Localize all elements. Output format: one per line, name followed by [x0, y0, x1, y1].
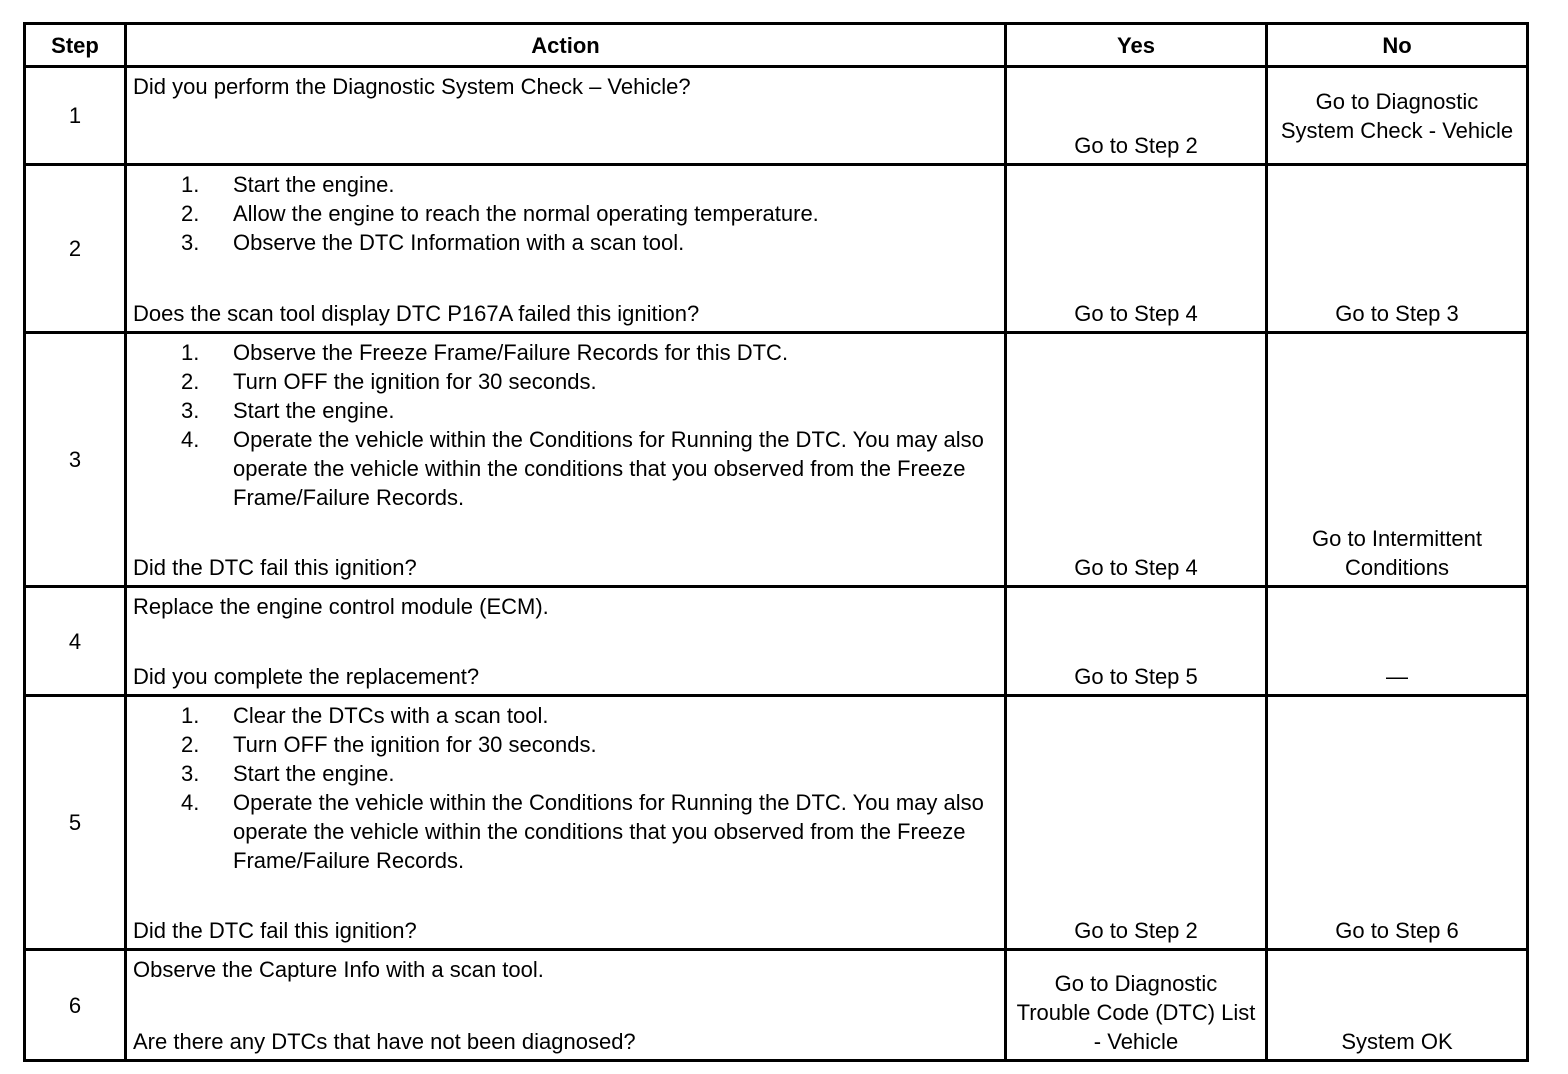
step-number: 2: [25, 165, 126, 333]
action-question: Are there any DTCs that have not been diagnosed?: [133, 1029, 636, 1054]
table-row: [25, 333, 1528, 587]
action-question: Did you complete the replacement?: [133, 664, 480, 689]
yes-cell: Go to Diagnostic Trouble Code (DTC) List - Vehicle: [1006, 950, 1267, 1061]
no-cell: System OK: [1267, 950, 1528, 1061]
list-item: 1. Clear the DTCs with a scan tool.: [181, 703, 549, 728]
step-number: 1: [25, 67, 126, 165]
table-row: [25, 950, 1528, 1061]
action-question: Did the DTC fail this ignition?: [133, 555, 417, 580]
header-action: Action: [126, 24, 1006, 67]
step-number: 5: [25, 696, 126, 950]
action-cell: [126, 333, 1006, 587]
yes-cell: Go to Step 5: [1006, 587, 1267, 696]
header-step: Step: [25, 24, 126, 67]
list-item: 3. Observe the DTC Information with a scan tool.: [181, 230, 685, 255]
action-intro: Did you perform the Diagnostic System Check – Vehicle?: [133, 74, 691, 99]
step-number: 6: [25, 950, 126, 1061]
yes-cell: Go to Step 2: [1006, 696, 1267, 950]
action-intro: Observe the Capture Info with a scan tool.: [133, 957, 544, 982]
action-cell: [126, 950, 1006, 1061]
action-steps-list: [133, 338, 996, 512]
step-number: 4: [25, 587, 126, 696]
action-question: Does the scan tool display DTC P167A failed this ignition?: [133, 301, 700, 326]
list-item: 1. Observe the Freeze Frame/Failure Records for this DTC.: [181, 340, 789, 365]
action-steps-list: [133, 170, 996, 257]
yes-cell: Go to Step 2: [1006, 67, 1267, 165]
list-item: 4. Operate the vehicle within the Conditions for Running the DTC. You may also operate the vehicle within the conditions that you observed from the Freeze Frame/Failure Records.: [181, 427, 984, 510]
action-cell: [126, 67, 1006, 165]
yes-cell: Go to Step 4: [1006, 333, 1267, 587]
action-steps-list: [133, 701, 996, 875]
header-row: [25, 24, 1528, 67]
list-item: 2. Turn OFF the ignition for 30 seconds.: [181, 732, 597, 757]
action-intro: Replace the engine control module (ECM).: [133, 594, 549, 619]
no-cell: Go to Step 6: [1267, 696, 1528, 950]
step-number: 3: [25, 333, 126, 587]
diagnostic-table: [23, 22, 1529, 1062]
list-item: 3. Start the engine.: [181, 761, 395, 786]
action-cell: [126, 696, 1006, 950]
no-cell: Go to Step 3: [1267, 165, 1528, 333]
no-cell: —: [1267, 587, 1528, 696]
list-item: 1. Start the engine.: [181, 172, 395, 197]
action-cell: [126, 587, 1006, 696]
list-item: 4. Operate the vehicle within the Conditions for Running the DTC. You may also operate the vehicle within the conditions that you observed from the Freeze Frame/Failure Records.: [181, 790, 984, 873]
table-row: [25, 67, 1528, 165]
list-item: 3. Start the engine.: [181, 398, 395, 423]
list-item: 2. Allow the engine to reach the normal operating temperature.: [181, 201, 819, 226]
table-row: [25, 696, 1528, 950]
no-cell: Go to Intermittent Conditions: [1267, 333, 1528, 587]
header-yes: Yes: [1006, 24, 1267, 67]
action-question: Did the DTC fail this ignition?: [133, 918, 417, 943]
table-row: [25, 165, 1528, 333]
action-cell: [126, 165, 1006, 333]
yes-cell: Go to Step 4: [1006, 165, 1267, 333]
header-no: No: [1267, 24, 1528, 67]
table-row: [25, 587, 1528, 696]
list-item: 2. Turn OFF the ignition for 30 seconds.: [181, 369, 597, 394]
no-cell: Go to Diagnostic System Check - Vehicle: [1267, 67, 1528, 165]
